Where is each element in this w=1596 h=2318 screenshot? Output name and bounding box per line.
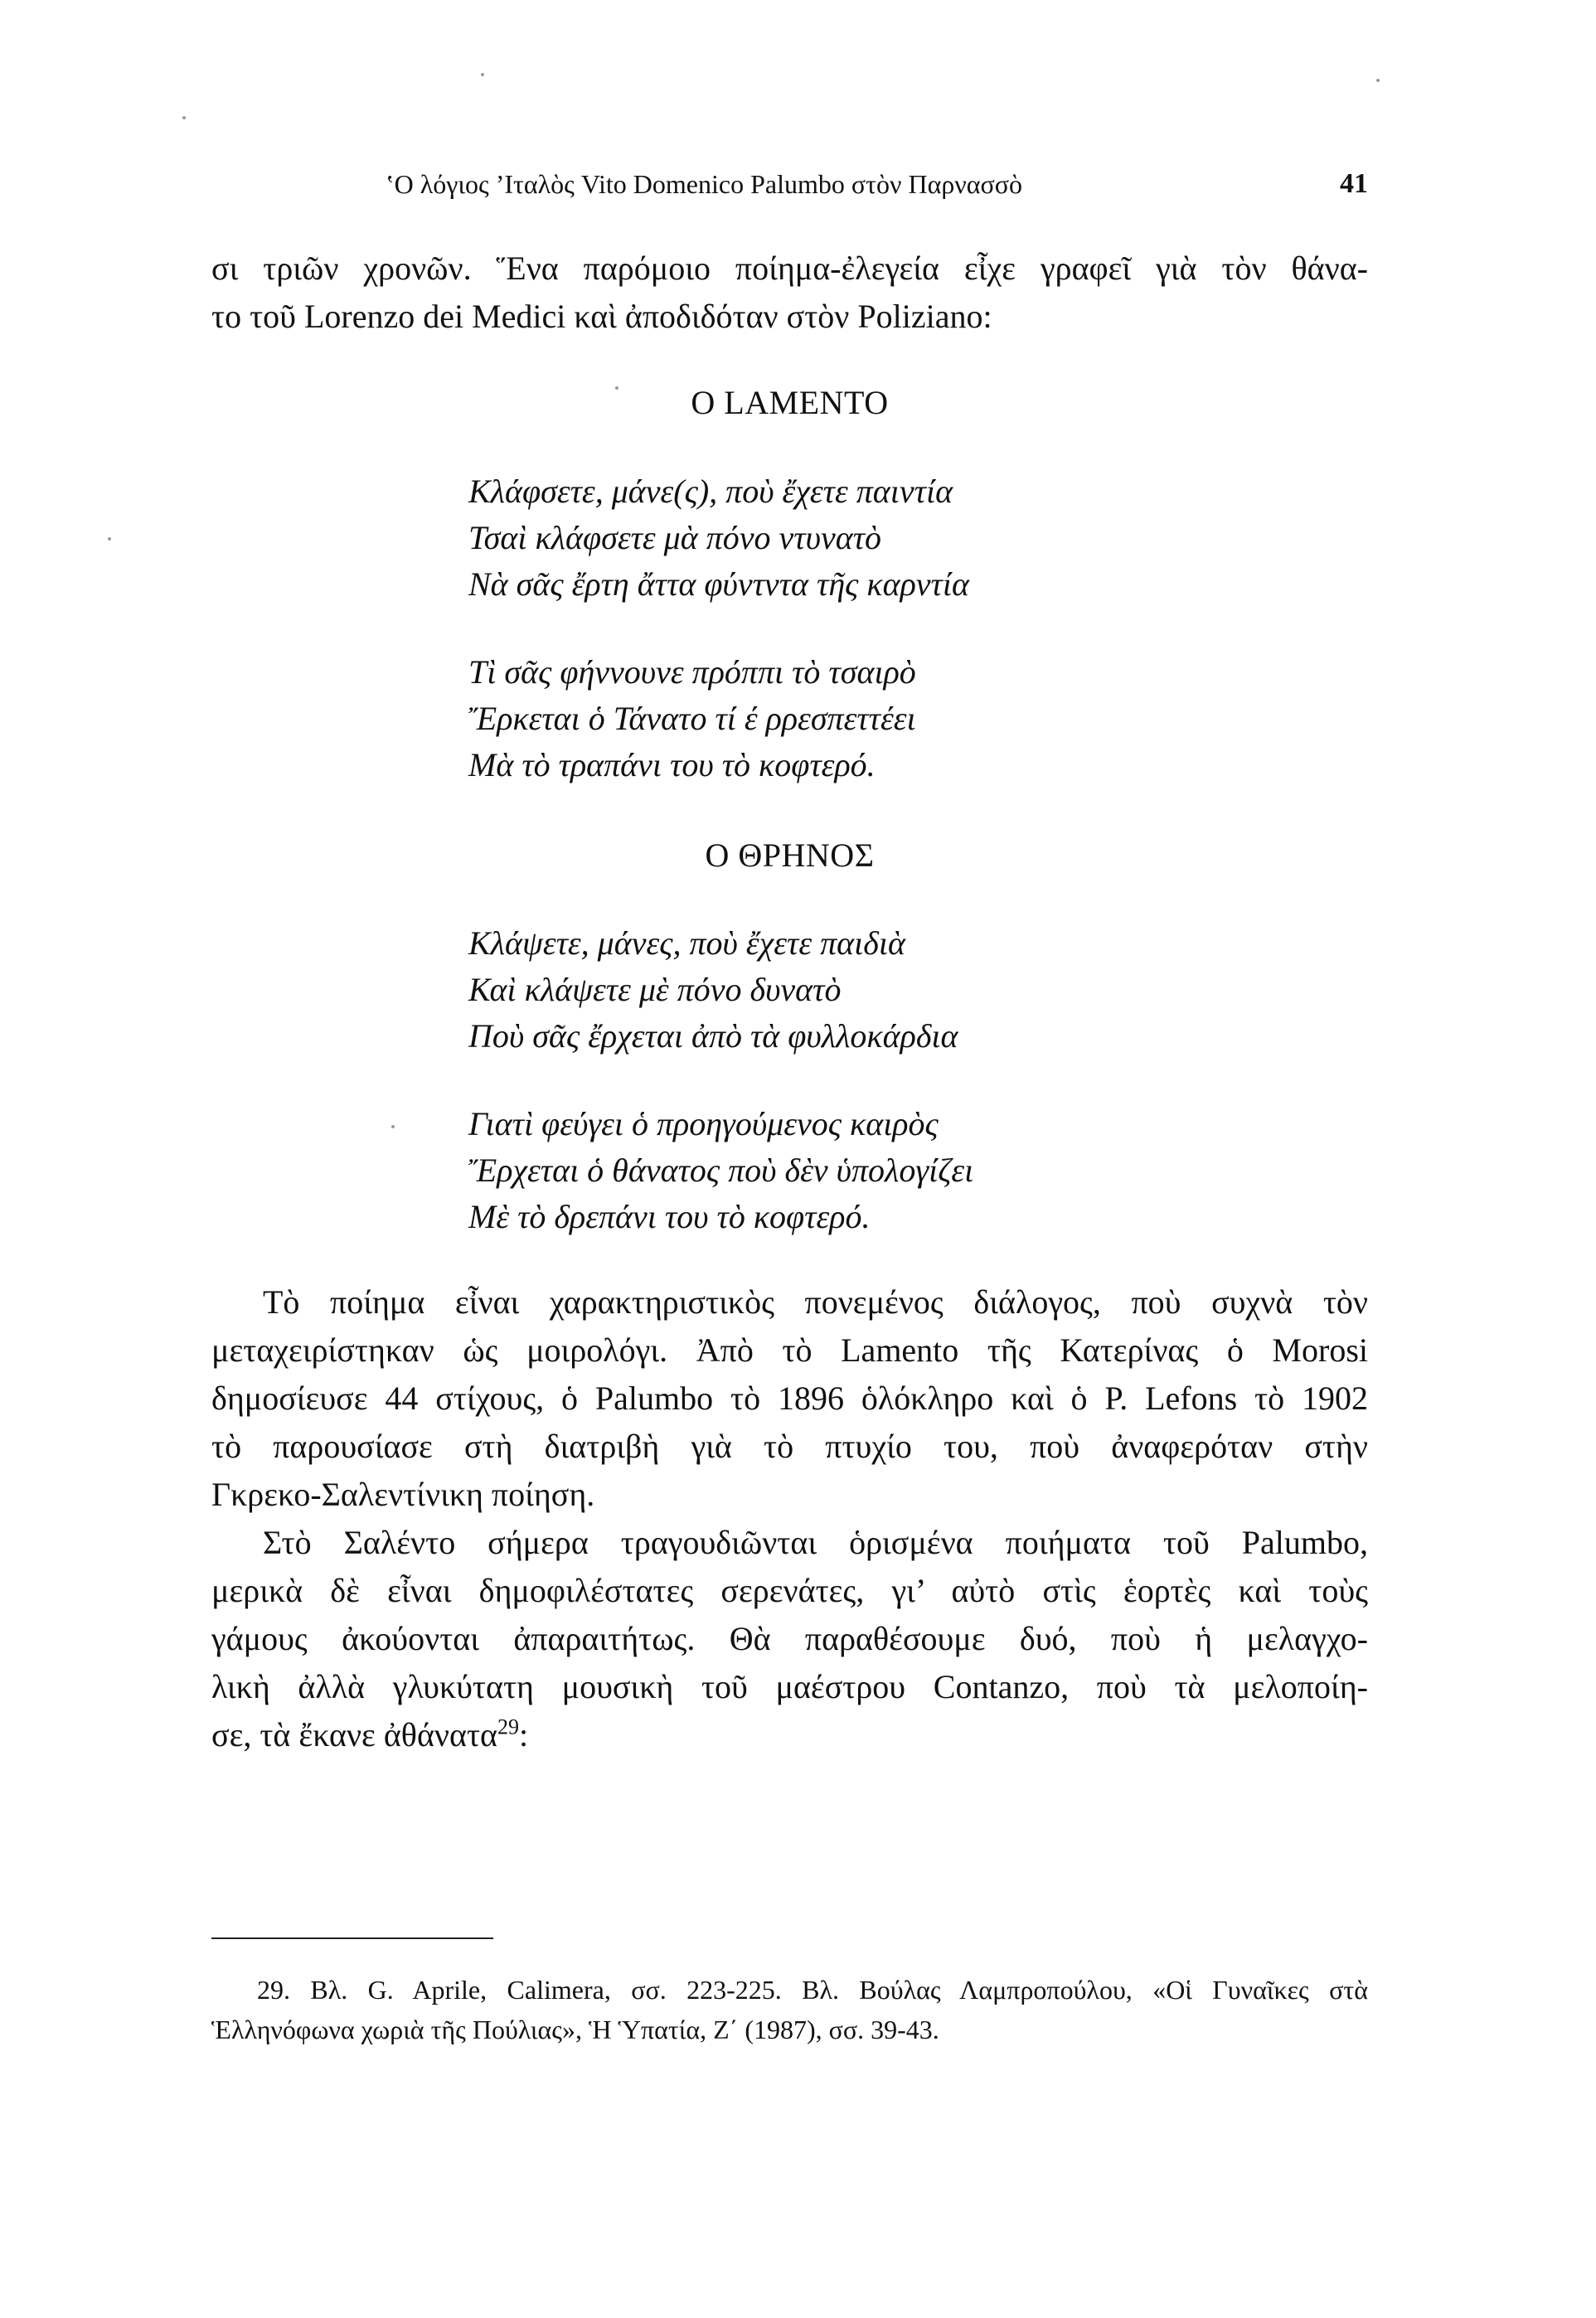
footnote-line: 29. Βλ. G. Aprile, Calimera, σσ. 223-225. Βλ. Βούλας Λαμπροπούλου, «Οἱ Γυναῖκες στὰ [257, 1975, 1368, 2005]
scan-speck [1376, 79, 1380, 82]
poem-line: Ἔρκεται ὁ Τάνατο τί έ ρρεσπεττέει [468, 700, 916, 737]
text-fragment: σε, τὰ ἔκανε ἀθάνατα [211, 1716, 497, 1753]
poem-line: Ποὺ σᾶς ἔρχεται ἀπὸ τὰ φυλλοκάρδια [468, 1017, 958, 1055]
page-number: 41 [1340, 168, 1368, 199]
running-header [211, 164, 1368, 204]
poem-line: Γιατὶ φεύγει ὁ προηγούμενος καιρὸς [468, 1105, 939, 1142]
text-line: μεταχειρίστηκαν ὡς μοιρολόγι. Ἀπὸ τὸ Lamento τῆς Κατερίνας ὁ Morosi [211, 1331, 1368, 1369]
body-paragraph-1 [211, 1278, 1368, 1519]
poem-line: Ἔρχεται ὁ θάνατος ποὺ δὲν ὑπολογίζει [468, 1152, 974, 1189]
scan-speck [108, 537, 111, 541]
footnote-divider [211, 1937, 493, 1939]
body-paragraph-2 [211, 1519, 1368, 1759]
text-line: γάμους ἀκούονται ἀπαραιτήτως. Θὰ παραθέσουμε δυό, ποὺ ἡ μελαγχο- [211, 1620, 1368, 1657]
scan-speck [391, 1125, 395, 1128]
text-line: Γκρεκο-Σαλεντίνικη ποίηση. [211, 1476, 595, 1513]
footnote-line: Ἑλληνόφωνα χωριὰ τῆς Πούλιας», Ἡ Ὑπατία, Ζ΄ (1987), σσ. 39-43. [211, 2015, 939, 2044]
text-line: Τὸ ποίημα εἶναι χαρακτηριστικὸς πονεμένος διάλογος, ποὺ συχνὰ τὸν [263, 1283, 1368, 1321]
poem-line: Μὰ τὸ τραπάνι του τὸ κοφτερό. [468, 746, 876, 783]
text-line-last [211, 1711, 1368, 1759]
text-fragment: : [518, 1716, 529, 1753]
intro-paragraph [211, 245, 1368, 341]
text-line: δημοσίευσε 44 στίχους, ὁ Palumbo τὸ 1896 ὁλόκληρο καὶ ὁ P. Lefons τὸ 1902 [211, 1380, 1368, 1417]
poem-thrinos-stanza-1 [468, 920, 1380, 1060]
text-line: μερικὰ δὲ εἶναι δημοφιλέστατες σερενάτες, γι’ αὐτὸ στὶς ἑορτὲς καὶ τοὺς [211, 1572, 1368, 1609]
poem-line: Κλάφσετε, μάνε(ς), ποὺ ἔχετε παιντία [468, 473, 953, 510]
poem-line: Κλάψετε, μάνες, ποὺ ἔχετε παιδιὰ [468, 924, 905, 962]
text-line: λικὴ ἀλλὰ γλυκύτατη μουσικὴ τοῦ μαέστρου Contanzo, ποὺ τὰ μελοποίη- [211, 1668, 1368, 1705]
footnote-reference: 29 [497, 1714, 519, 1739]
scan-speck [481, 73, 484, 76]
footnote-29 [211, 1970, 1368, 2049]
text-line: τὸ παρουσίασε στὴ διατριβὴ γιὰ τὸ πτυχίο του, ποὺ ἀναφερόταν στὴν [211, 1428, 1368, 1465]
poem-line: Τσαὶ κλάφσετε μὰ πόνο ντυνατὸ [468, 519, 882, 556]
poem-thrinos-stanza-2 [468, 1101, 1380, 1240]
poem-title-thrinos: Ο ΘΡΗΝΟΣ [705, 837, 875, 874]
poem-title-lamento: O LAMENTO [691, 384, 889, 421]
poem-line: Νὰ σᾶς ἔρτη ἄττα φύντντα τῆς καρντία [468, 565, 969, 603]
running-title: ‛Ο λόγιος ’Ιταλὸς Vito Domenico Palumbo στὸν Παρνασσὸ [386, 169, 1023, 199]
poem-lamento-stanza-2 [468, 649, 1380, 788]
poem-line: Τὶ σᾶς φήννουνε πρόππι τὸ τσαιρὸ [468, 653, 916, 691]
text-line: το τοῦ Lorenzo dei Medici καὶ ἀποδιδόταν στὸν Poliziano: [211, 298, 992, 335]
poem-line: Μὲ τὸ δρεπάνι του τὸ κοφτερό. [468, 1198, 871, 1235]
text-line: σι τριῶν χρονῶν. Ἕνα παρόμοιο ποίημα-ἐλεγεία εἶχε γραφεῖ γιὰ τὸν θάνα- [211, 250, 1368, 287]
text-line: Στὸ Σαλέντο σήμερα τραγουδιῶνται ὁρισμένα ποιήματα τοῦ Palumbo, [263, 1524, 1368, 1561]
poem-lamento-stanza-1 [468, 468, 1380, 608]
poem-line: Καὶ κλάψετε μὲ πόνο δυνατὸ [468, 971, 842, 1008]
scan-speck [182, 116, 186, 119]
